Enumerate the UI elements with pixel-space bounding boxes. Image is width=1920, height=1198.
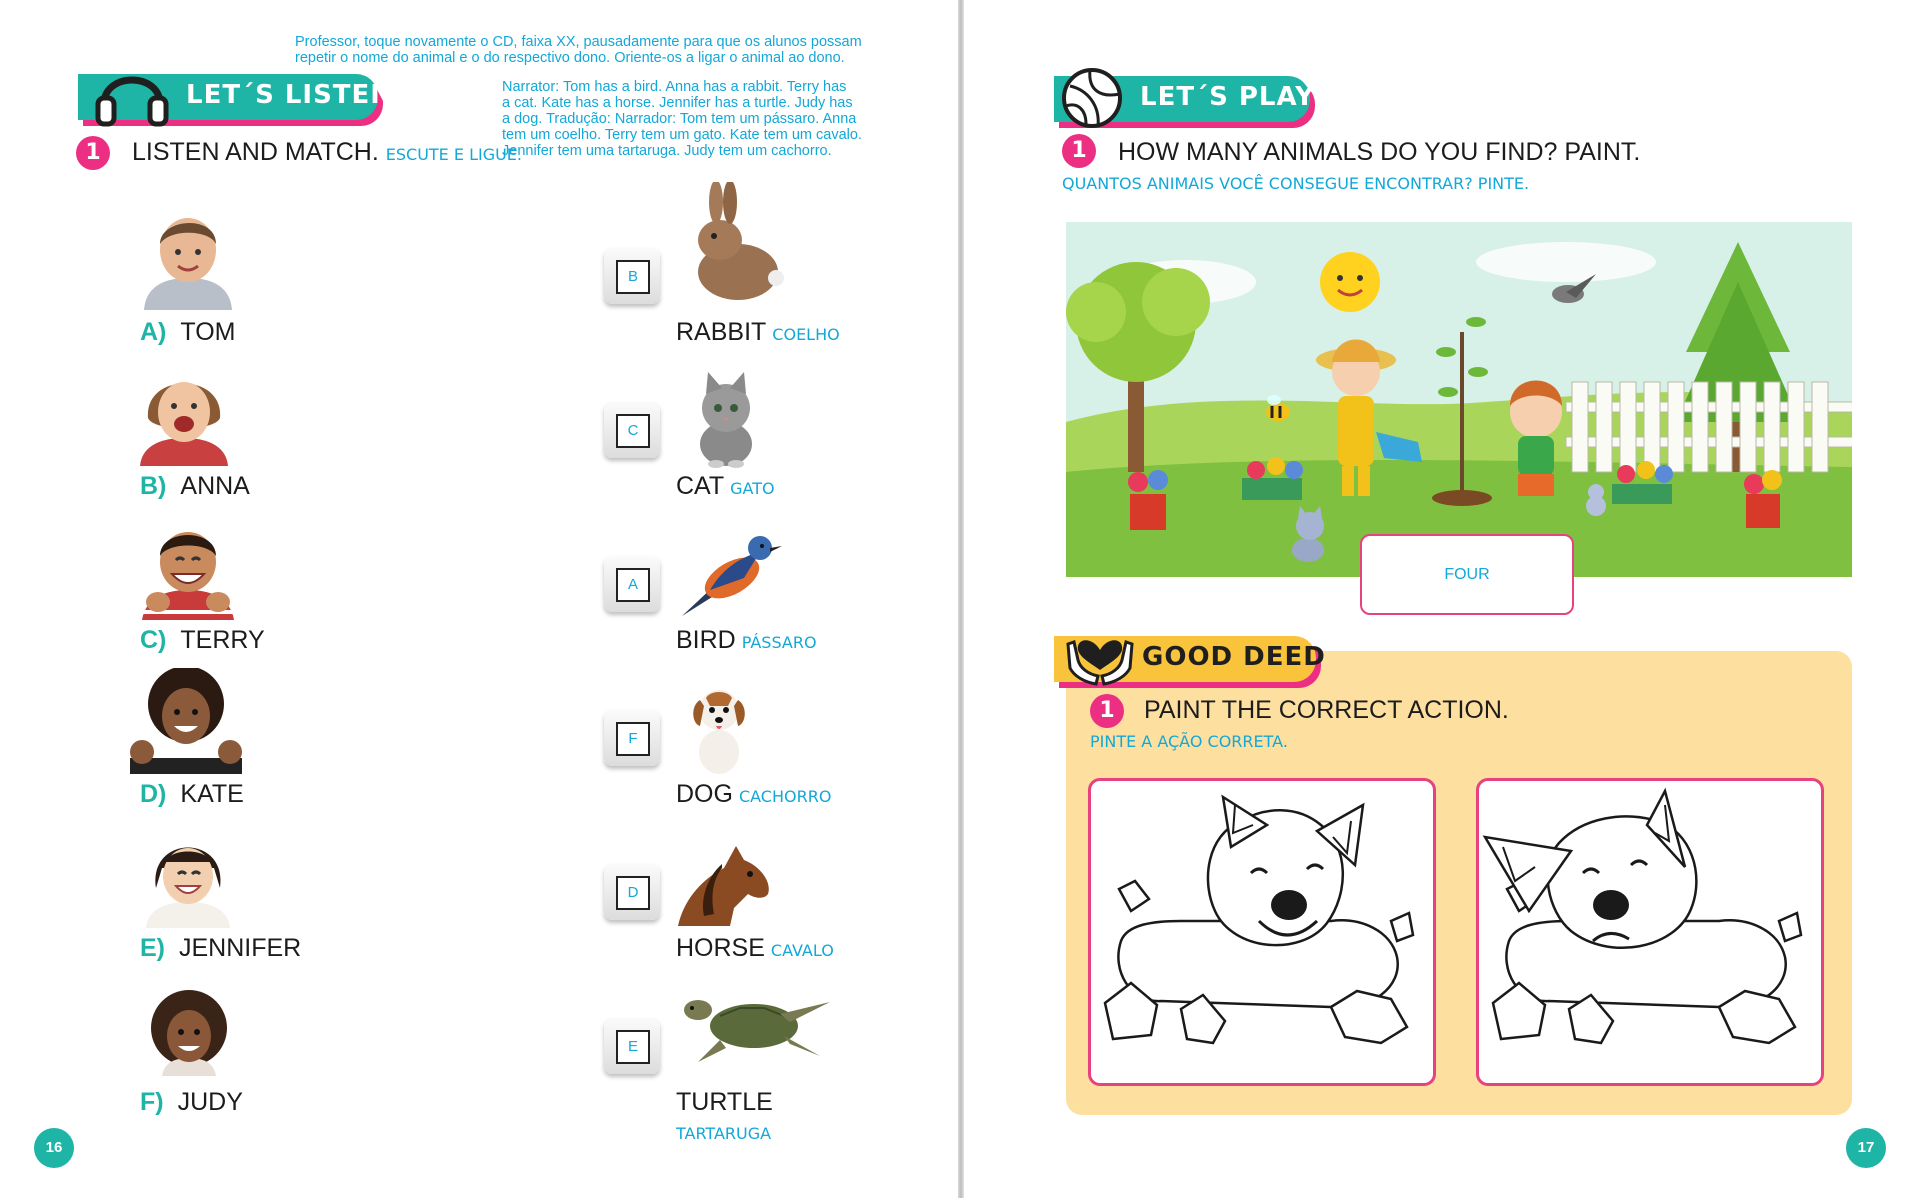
animal-name-translation: TARTARUGA xyxy=(676,1124,772,1143)
kid-label-tom xyxy=(140,318,235,347)
narrator-line: Narrator: Tom has a bird. Anna has a rabbit. Terry has xyxy=(502,79,847,95)
kid-letter: C) xyxy=(140,626,167,654)
kid-name: TERRY xyxy=(180,626,265,654)
happy-dog-drawing xyxy=(1091,781,1433,1083)
sad-dog-option[interactable] xyxy=(1476,778,1824,1086)
rabbit-photo xyxy=(680,182,784,307)
answer-letter: E xyxy=(616,1030,650,1064)
play-question: HOW MANY ANIMALS DO YOU FIND? PAINT. xyxy=(1118,138,1641,166)
animal-name-translation: CACHORRO xyxy=(738,787,832,806)
animal-label-cat xyxy=(676,472,775,501)
animal-name: HORSE xyxy=(676,934,765,962)
kid-label-judy xyxy=(140,1088,243,1117)
animal-label-dog xyxy=(676,780,831,809)
kid-label-terry xyxy=(140,626,265,655)
banner-title: LET´S PLAY xyxy=(1140,82,1315,112)
kid-letter: A) xyxy=(140,318,167,346)
kid-photo-judy xyxy=(142,990,236,1076)
question-number: 1 xyxy=(1090,694,1124,728)
answer-box[interactable] xyxy=(604,1018,660,1074)
kid-letter: B) xyxy=(140,472,167,500)
kid-letter: F) xyxy=(140,1088,164,1116)
animal-name: CAT xyxy=(676,472,725,500)
garden-scene-illustration xyxy=(1066,222,1852,577)
narrator-line: a cat. Kate has a horse. Jennifer has a turtle. Judy has xyxy=(502,95,853,111)
answer-box[interactable] xyxy=(604,402,660,458)
kid-name: JUDY xyxy=(177,1088,243,1116)
kid-label-jennifer xyxy=(140,934,301,963)
narrator-line: a dog. Tradução: Narrador: Tom tem um pássaro. Anna xyxy=(502,111,857,127)
question-number: 1 xyxy=(76,136,110,170)
answer-box[interactable] xyxy=(604,556,660,612)
answer-letter: C xyxy=(616,414,650,448)
headphones-icon xyxy=(94,58,170,128)
answer-letter: D xyxy=(616,876,650,910)
kid-name: JENNIFER xyxy=(179,934,302,962)
ball-icon xyxy=(1060,66,1124,130)
kid-label-kate xyxy=(140,780,244,809)
narrator-line: tem um coelho. Terry tem um gato. Kate tem um cavalo. xyxy=(502,127,862,143)
narrator-line: Jennifer tem uma tartaruga. Judy tem um cachorro. xyxy=(502,143,832,159)
question-text: LISTEN AND MATCH. xyxy=(132,138,379,166)
kid-letter: D) xyxy=(140,780,167,808)
animal-name-translation: PÁSSARO xyxy=(741,633,817,652)
teacher-note xyxy=(295,34,895,66)
kid-letter: E) xyxy=(140,934,165,962)
answer-letter: B xyxy=(616,260,650,294)
horse-photo xyxy=(674,838,774,931)
answer-box[interactable] xyxy=(604,864,660,920)
animal-label-bird xyxy=(676,626,817,655)
bird-photo xyxy=(674,526,784,623)
turtle-photo xyxy=(680,986,840,1073)
banner-title: LET´S LISTEN xyxy=(186,80,394,110)
dog-photo xyxy=(684,676,754,779)
kid-name: ANNA xyxy=(180,472,250,500)
animal-name-translation: COELHO xyxy=(772,325,840,344)
page-number-left: 16 xyxy=(34,1128,74,1168)
question-number: 1 xyxy=(1062,134,1096,168)
kid-photo-jennifer xyxy=(138,828,238,928)
animal-label-turtle xyxy=(676,1088,773,1117)
kid-photo-kate xyxy=(130,668,242,774)
page-number-right: 17 xyxy=(1846,1128,1886,1168)
answer-box[interactable] xyxy=(604,710,660,766)
answer-letter: F xyxy=(616,722,650,756)
cat-photo xyxy=(680,368,770,473)
animal-name: BIRD xyxy=(676,626,736,654)
kid-photo-anna xyxy=(134,362,234,466)
sad-dog-drawing xyxy=(1479,781,1821,1083)
animal-name-translation: CAVALO xyxy=(770,941,834,960)
heart-hands-icon xyxy=(1062,624,1138,688)
animal-name: RABBIT xyxy=(676,318,767,346)
kid-photo-terry xyxy=(138,520,238,620)
teacher-note-line: repetir o nome do animal e o do respectivo dono. Oriente-os a ligar o animal ao dono. xyxy=(295,50,845,66)
deed-question-translation: PINTE A AÇÃO CORRETA. xyxy=(1090,732,1288,751)
happy-dog-option[interactable] xyxy=(1088,778,1436,1086)
animal-name: TURTLE xyxy=(676,1088,773,1116)
animal-label-rabbit xyxy=(676,318,840,347)
kid-label-anna xyxy=(140,472,250,501)
animal-name: DOG xyxy=(676,780,733,808)
answer-letter: A xyxy=(616,568,650,602)
deed-question: PAINT THE CORRECT ACTION. xyxy=(1144,696,1509,724)
play-question-translation: QUANTOS ANIMAIS VOCÊ CONSEGUE ENCONTRAR? PINTE. xyxy=(1062,174,1530,193)
answer-box[interactable] xyxy=(604,248,660,304)
kid-name: TOM xyxy=(180,318,236,346)
narrator-transcript xyxy=(502,79,902,159)
listen-question xyxy=(132,138,522,167)
teacher-note-line: Professor, toque novamente o CD, faixa XX, pausadamente para que os alunos possam xyxy=(295,34,862,50)
animal-name-translation: GATO xyxy=(730,479,775,498)
kid-photo-tom xyxy=(140,204,236,310)
question-translation: ESCUTE E LIGUE. xyxy=(385,145,522,164)
animal-label-horse xyxy=(676,934,834,963)
animal-count-answer[interactable]: FOUR xyxy=(1360,534,1574,615)
banner-title: GOOD DEED xyxy=(1142,642,1326,672)
kid-name: KATE xyxy=(180,780,244,808)
